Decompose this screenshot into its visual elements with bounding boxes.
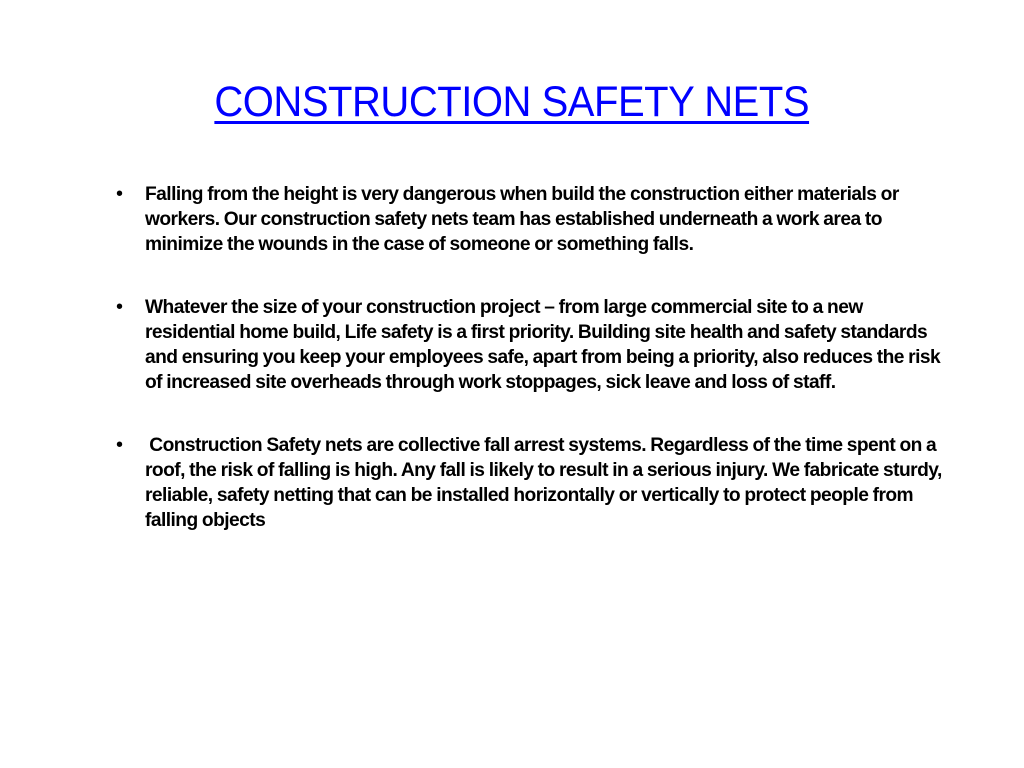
bullet-text: Construction Safety nets are collective fall arrest systems. Regardless of the time spent on a roof, the risk of falling is high. Any fall is likely to result in a serious injury. We fabricate sturdy, reliable, safety netting that can be installed horizontally or vertically to protect people from falling objects: [145, 435, 947, 531]
bullet-item: [116, 182, 956, 257]
bullet-list: [116, 182, 956, 571]
bullet-item: [116, 433, 956, 533]
bullet-marker: •: [116, 183, 124, 205]
bullet-marker: •: [116, 434, 124, 456]
title-link[interactable]: CONSTRUCTION SAFETY NETS: [214, 78, 810, 126]
bullet-marker: •: [116, 296, 124, 318]
bullet-text: Whatever the size of your construction project – from large commercial site to a new residential home build, Life safety is a first priority. Building site health and safety standards and ensuring you keep your employees safe, apart from being a priority, also reduces the risk of increased site overheads through work stoppages, sick leave and loss of staff.: [145, 297, 941, 393]
slide-title: [0, 78, 1024, 127]
bullet-text: Falling from the height is very dangerous when build the construction either materials or workers. Our construction safety nets team has established underneath a work area to minimize the wounds in the case of someone or something falls.: [145, 184, 899, 255]
bullet-item: [116, 295, 956, 395]
